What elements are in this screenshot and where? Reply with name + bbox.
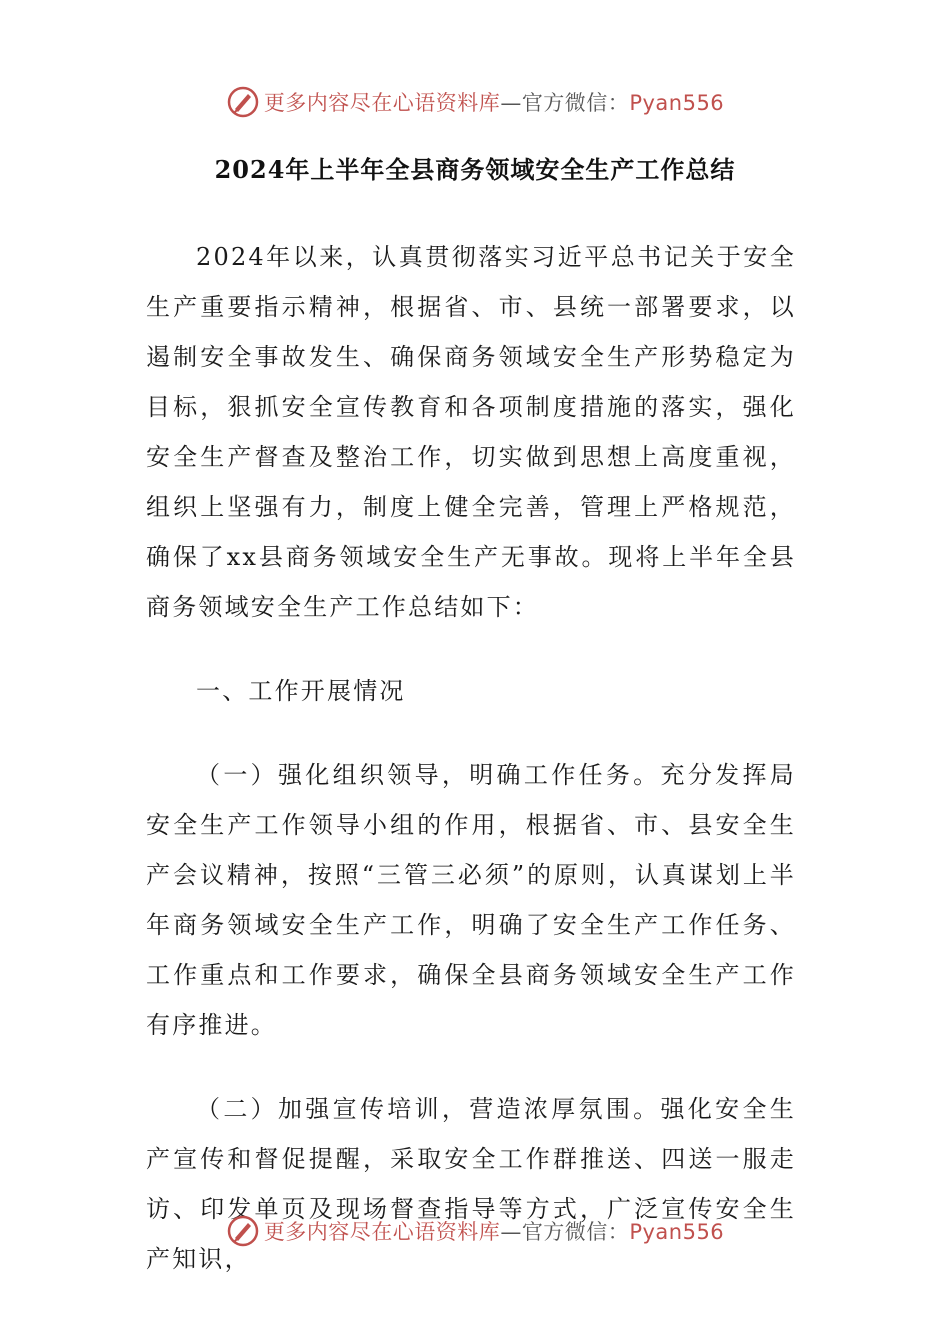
brand-logo-icon <box>226 85 260 119</box>
banner-main-text: 更多内容尽在心语资料库 <box>263 91 501 115</box>
banner-dash: — <box>500 91 522 115</box>
document-body <box>146 232 796 1284</box>
section-heading: 一、工作开展情况 <box>196 677 406 705</box>
item-paragraph-1: （一）强化组织领导，明确工作任务。充分发挥局安全生产工作领导小组的作用，根据省、市、县安全生产会议精神，按照“三管三必须”的原则，认真谋划上半年商务领域安全生产工作，明确了安全生产工作任务、工作重点和工作要求，确保全县商务领域安全生产工作有序推进。 <box>146 761 796 1039</box>
banner-wechat-id: Pyan556 <box>629 91 725 115</box>
banner-text <box>264 1216 724 1246</box>
footer-watermark-banner <box>0 1211 950 1251</box>
banner-wechat-id: Pyan556 <box>629 1220 725 1244</box>
banner-dash: — <box>500 1220 522 1244</box>
banner-main-text: 更多内容尽在心语资料库 <box>263 1220 501 1244</box>
brand-logo-icon <box>226 1214 260 1248</box>
banner-text <box>264 87 724 117</box>
header-watermark-banner <box>0 82 950 122</box>
intro-paragraph: 2024年以来，认真贯彻落实习近平总书记关于安全生产重要指示精神，根据省、市、县统一部署要求，以遏制安全事故发生、确保商务领域安全生产形势稳定为目标，狠抓安全宣传教育和各项制度措施的落实，强化安全生产督查及整治工作，切实做到思想上高度重视，组织上坚强有力，制度上健全完善，管理上严格规范，确保了xx县商务领域安全生产无事故。现将上半年全县商务领域安全生产工作总结如下： <box>146 243 796 621</box>
document-title: 2024年上半年全县商务领域安全生产工作总结 <box>214 155 736 184</box>
item-paragraph-2: （二）加强宣传培训，营造浓厚氛围。强化安全生产宣传和督促提醒，采取安全工作群推送、四送一服走访、印发单页及现场督查指导等方式，广泛宣传安全生产知识， <box>146 1095 796 1273</box>
paragraph-spacer <box>146 1050 796 1084</box>
banner-official-label: 官方微信： <box>521 1220 630 1244</box>
banner-official-label: 官方微信： <box>521 91 630 115</box>
